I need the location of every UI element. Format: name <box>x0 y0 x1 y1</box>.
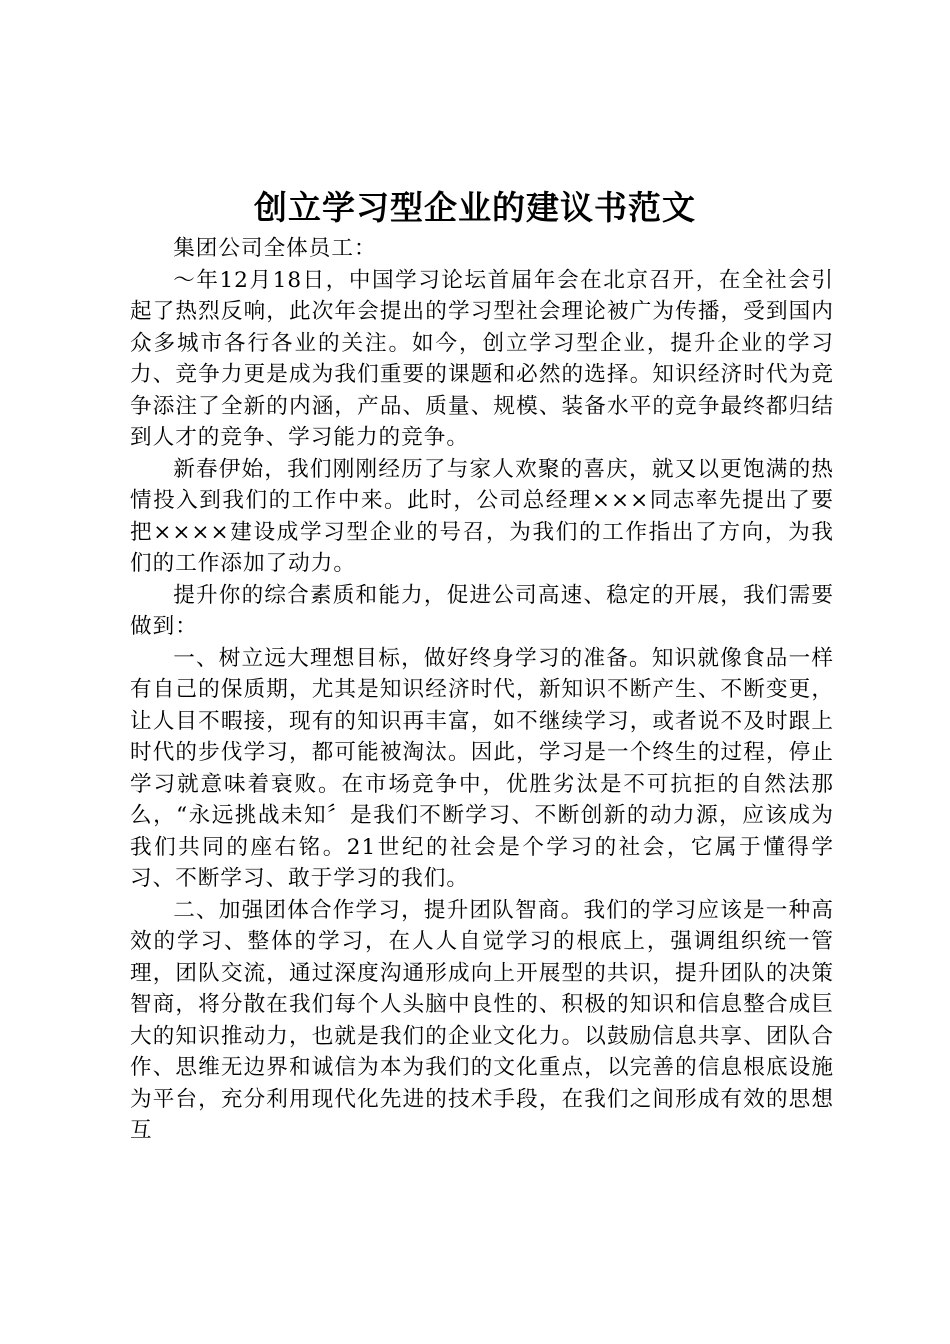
paragraph: 二、加强团体合作学习，提升团队智商。我们的学习应该是一种高效的学习、整体的学习，在人人自觉学习的根底上，强调组织统一管理，团队交流，通过深度沟通形成向上开展型的共识，提升团队的决策智商，将分散在我们每个人头脑中良性的、积极的知识和信息整合成巨大的知识推动力，也就是我们的企业文化力。以鼓励信息共享、团队合作、思维无边界和诚信为本为我们的文化重点，以完善的信息根底设施为平台，充分利用现代化先进的技术手段，在我们之间形成有效的思想互 <box>130 897 834 1143</box>
paragraph: 一、树立远大理想目标，做好终身学习的准备。知识就像食品一样有自己的保质期，尤其是知识经济时代，新知识不断产生、不断变更，让人目不暇接，现有的知识再丰富，如不继续学习，或者说不及时跟上时代的步伐学习，都可能被淘汰。因此，学习是一个终生的过程，停止学习就意味着衰败。在市场竞争中，优胜劣汰是不可抗拒的自然法那么，“永远挑战未知〞是我们不断学习、不断创新的动力源，应该成为我们共同的座右铭。21世纪的社会是个学习的社会，它属于懂得学习、不断学习、敢于学习的我们。 <box>130 645 834 891</box>
paragraph: 新春伊始，我们刚刚经历了与家人欢聚的喜庆，就又以更饱满的热情投入到我们的工作中来。此时，公司总经理×××同志率先提出了要把××××建设成学习型企业的号召，为我们的工作指出了方向，为我们的工作添加了动力。 <box>130 456 834 576</box>
paragraph: 提升你的综合素质和能力，促进公司高速、稳定的开展，我们需要做到： <box>130 582 834 639</box>
document-title: 创立学习型企业的建议书范文 <box>254 188 696 227</box>
document-body <box>130 233 834 1147</box>
paragraph: ～年12月18日，中国学习论坛首届年会在北京召开，在全社会引起了热烈反响，此次年会提出的学习型社会理论被广为传播，受到国内众多城市各行各业的关注。如今，创立学习型企业，提升企业的学习力、竞争力更是成为我们重要的课题和必然的选择。知识经济时代为竞争添注了全新的内涵，产品、质量、规模、装备水平的竞争最终都归结到人才的竞争、学习能力的竞争。 <box>130 267 834 450</box>
salutation: 集团公司全体员工： <box>173 236 377 261</box>
